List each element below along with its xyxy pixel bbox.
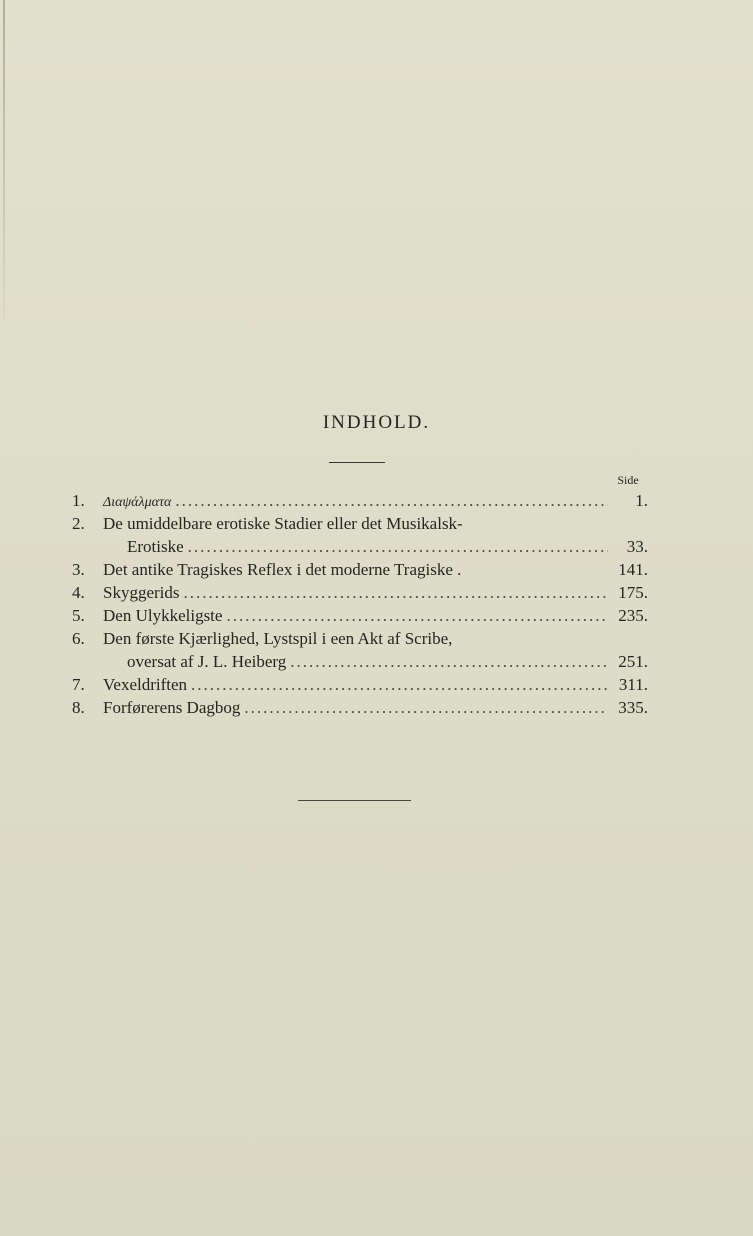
entry-title: De umiddelbare erotiske Stadier eller det Musikalsk- [103,514,463,533]
entry-title: Vexeldriften [103,675,188,694]
entry-page: 175. [618,583,648,602]
leader-dots [175,489,608,512]
entry-page: 141. [618,560,648,579]
page-edge-shadow [3,0,5,320]
leader-dots [184,581,609,604]
entry-number: 7. [72,675,85,694]
entry-title: Den Ulykkeligste [103,606,223,625]
leader-dots [191,673,608,696]
entry-title: Skyggerids [103,583,180,602]
leader-dots [226,604,608,627]
toc-entry [72,604,648,627]
toc-entry [72,489,648,512]
entry-number: 3. [72,560,85,579]
leader-dots [188,535,608,558]
entry-page: 251. [618,652,648,671]
entry-page: 235. [618,606,648,625]
leader-dots [244,696,608,719]
entry-page: 1. [635,491,648,510]
entry-number: 1. [72,491,85,510]
side-column-label: Side [617,473,639,487]
entry-page: 335. [618,698,648,717]
entry-number: 6. [72,629,85,648]
toc-entry [72,512,648,535]
title-divider [329,462,385,463]
entry-number: 4. [72,583,85,602]
closing-divider [298,800,411,801]
leader-dots [290,650,608,673]
toc-entry [72,558,648,581]
toc-entry-continuation [72,535,648,558]
toc-entry [72,581,648,604]
entry-number: 5. [72,606,85,625]
toc-entry [72,627,648,650]
entry-page: 33. [626,537,648,556]
entry-number: 2. [72,514,85,533]
entry-title: Den første Kjærlighed, Lystspil i een Akt af Scribe, [103,629,453,648]
table-of-contents [72,489,648,719]
entry-title-continued: Erotiske [127,537,184,556]
entry-page: 311. [618,675,648,694]
entry-title: Det antike Tragiskes Reflex i det moderne Tragiske . [103,560,462,579]
entry-title-continued: oversat af J. L. Heiberg [127,652,287,671]
entry-number: 8. [72,698,85,717]
toc-entry [72,673,648,696]
entry-title: Διαψάλματα [103,495,172,510]
toc-entry-continuation [72,650,648,673]
toc-entry [72,696,648,719]
page-title: INDHOLD. [322,412,431,433]
entry-title: Forførerens Dagbog [103,698,241,717]
